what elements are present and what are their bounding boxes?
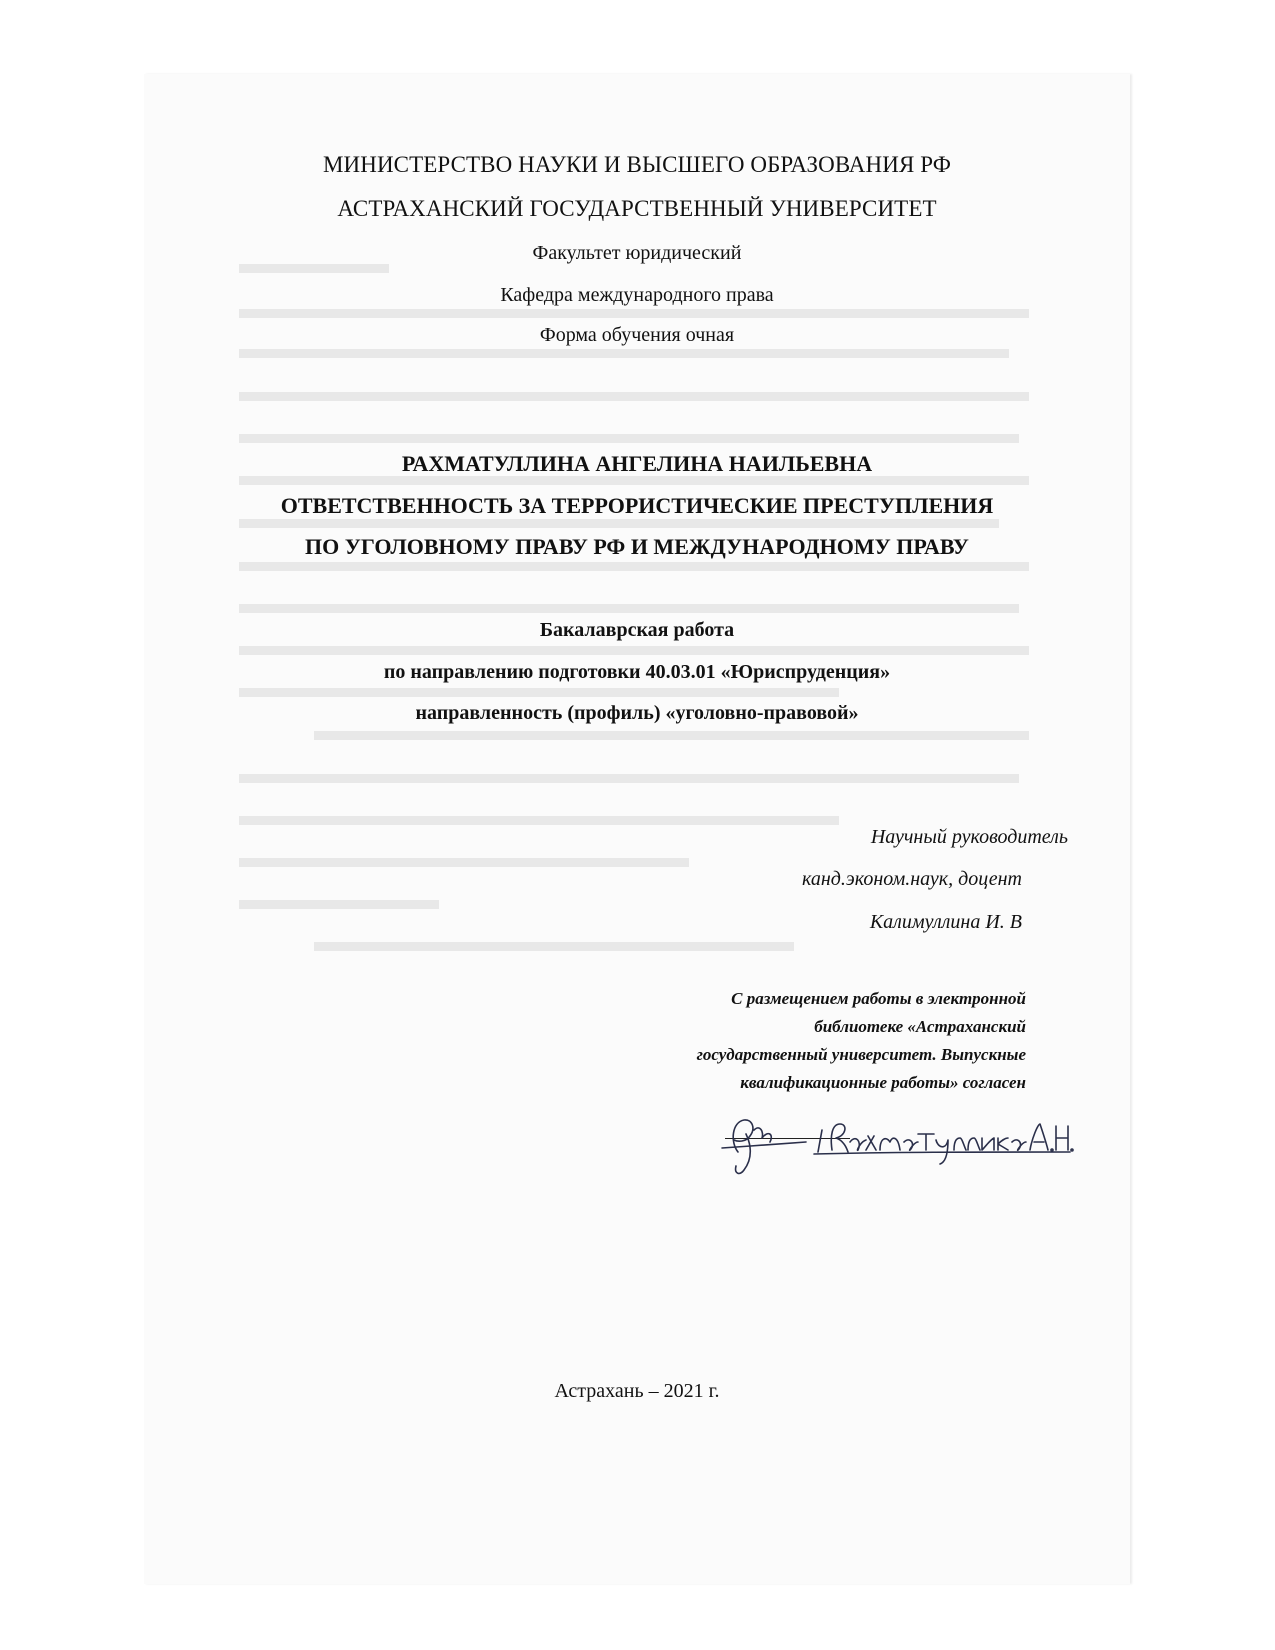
study-direction: по направлению подготовки 40.03.01 «Юриспруденция» [383,661,891,683]
supervisor-name: Калимуллина И. В [869,911,1022,933]
department-label: Кафедра международного права [500,284,774,306]
thesis-title-line2: ПО УГОЛОВНОМУ ПРАВУ РФ И МЕЖДУНАРОДНОМУ ПРАВУ [305,534,969,559]
study-form-label: Форма обучения очная [539,324,735,346]
consent-line-1: С размещением работы в электронной [731,989,1026,1008]
handwritten-signature [710,1112,1080,1182]
university-heading: АСТРАХАНСКИЙ ГОСУДАРСТВЕННЫЙ УНИВЕРСИТЕТ [337,196,937,221]
ministry-heading: МИНИСТЕРСТВО НАУКИ И ВЫСШЕГО ОБРАЗОВАНИЯ РФ [322,152,952,177]
supervisor-role: Научный руководитель [870,826,1068,848]
study-profile: направленность (профиль) «уголовно-правовой» [415,702,859,724]
work-type: Бакалаврская работа [539,619,735,641]
thesis-title-line1: ОТВЕТСТВЕННОСТЬ ЗА ТЕРРОРИСТИЧЕСКИЕ ПРЕСТУПЛЕНИЯ [280,493,994,518]
consent-line-4: квалификационные работы» согласен [740,1073,1026,1092]
city-year: Астрахань – 2021 г. [554,1380,720,1402]
faculty-label: Факультет юридический [532,242,742,264]
supervisor-degree: канд.эконом.наук, доцент [802,868,1022,890]
consent-line-2: библиотеке «Астраханский [814,1017,1026,1036]
consent-line-3: государственный университет. Выпускные [696,1045,1026,1064]
author-name: РАХМАТУЛЛИНА АНГЕЛИНА НАИЛЬЕВНА [401,451,873,476]
